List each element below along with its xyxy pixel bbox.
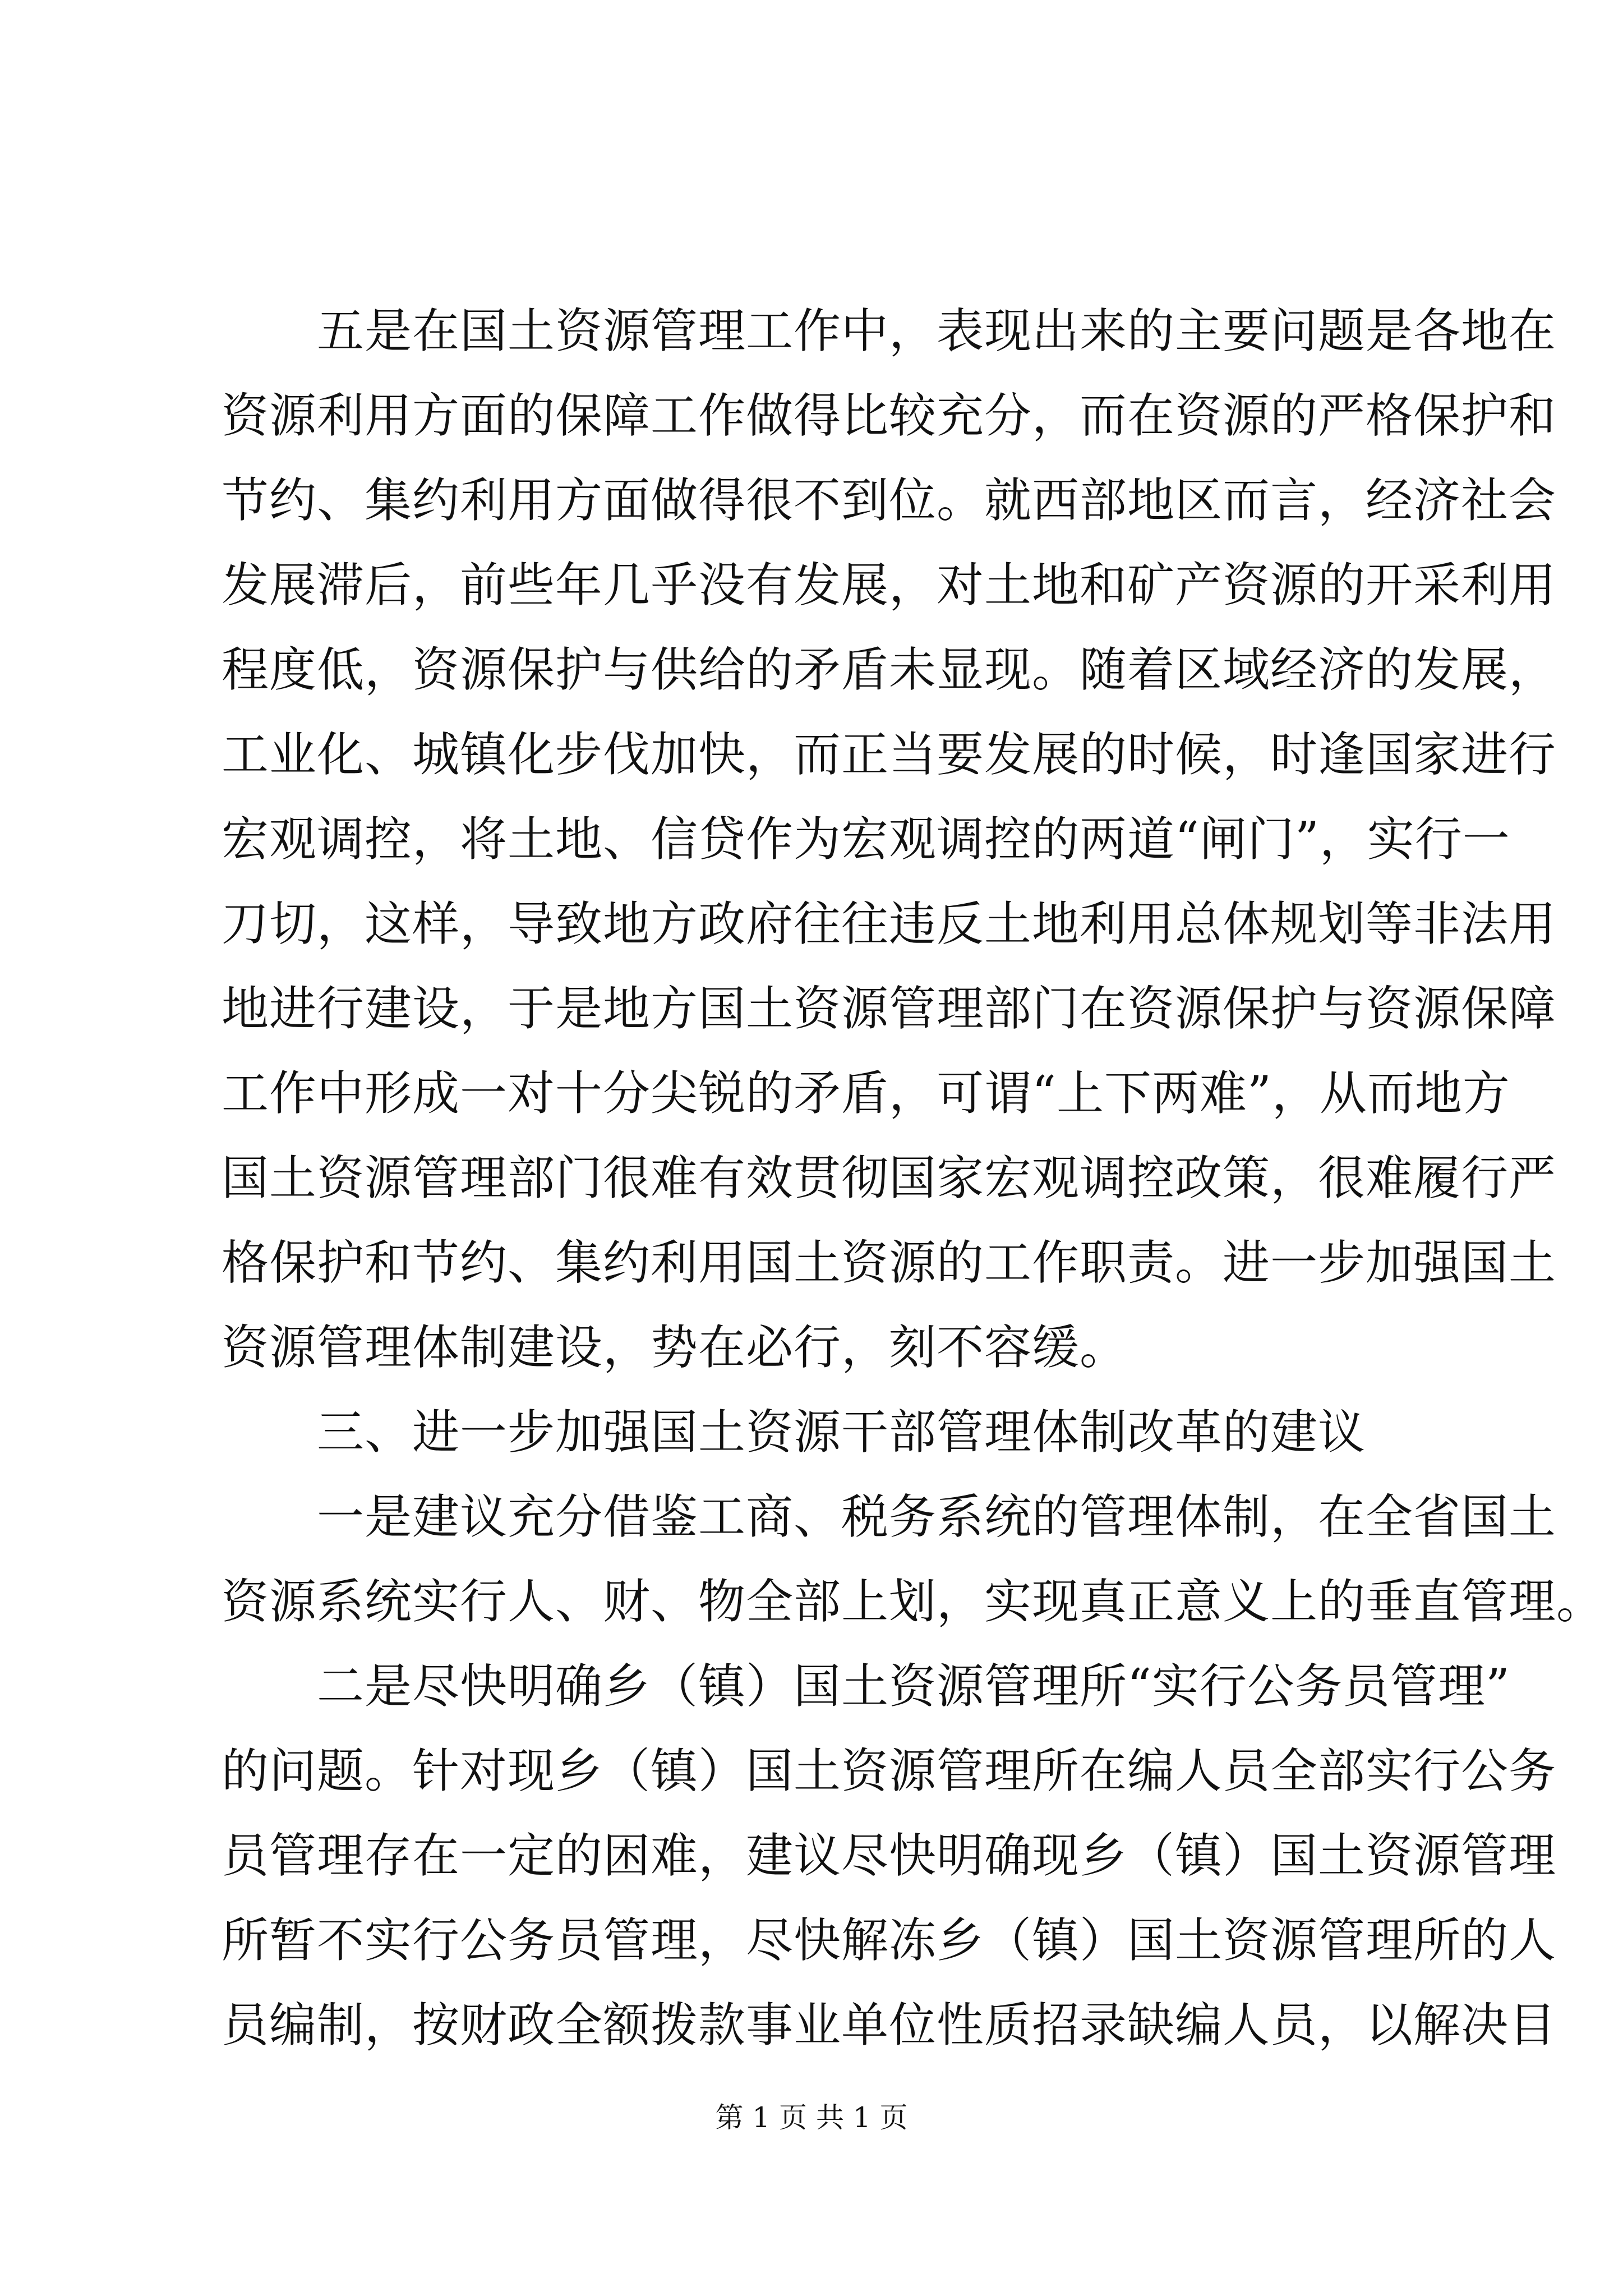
paragraph-line: 一是建议充分借鉴工商、税务系统的管理体制，在全省国土: [317, 1489, 1557, 1544]
page-number-label: 第 1 页 共 1 页: [715, 2101, 908, 2134]
paragraph-line: 工业化、城镇化步伐加快，而正当要发展的时候，时逢国家进行: [222, 727, 1557, 782]
paragraph-line: 地进行建设，于是地方国土资源管理部门在资源保护与资源保障: [222, 981, 1557, 1036]
paragraph-line: 资源系统实行人、财、物全部上划，实现真正意义上的垂直管理。: [222, 1574, 1604, 1629]
paragraph-line: 节约、集约利用方面做得很不到位。就西部地区而言，经济社会: [222, 473, 1557, 528]
paragraph-line: 二是尽快明确乡（镇）国土资源管理所“实行公务员管理”: [317, 1659, 1510, 1714]
paragraph-line: 员编制，按财政全额拨款事业单位性质招录缺编人员，以解决目: [222, 1998, 1557, 2053]
paragraph-line: 程度低，资源保护与供给的矛盾未显现。随着区域经济的发展，: [222, 642, 1557, 697]
paragraph-line: 发展滞后，前些年几乎没有发展，对土地和矿产资源的开采利用: [222, 558, 1557, 613]
paragraph-line: 国土资源管理部门很难有效贯彻国家宏观调控政策，很难履行严: [222, 1151, 1557, 1205]
paragraph-line: 工作中形成一对十分尖锐的矛盾，可谓“上下两难”，从而地方: [222, 1066, 1510, 1121]
paragraph-line: 所暂不实行公务员管理，尽快解冻乡（镇）国土资源管理所的人: [222, 1913, 1557, 1968]
paragraph-line: 员管理存在一定的困难，建议尽快明确现乡（镇）国土资源管理: [222, 1828, 1557, 1883]
body-text: [222, 289, 1604, 2068]
section-heading: 三、进一步加强国土资源干部管理体制改革的建议: [317, 1405, 1366, 1460]
paragraph-line: 五是在国土资源管理工作中，表现出来的主要问题是各地在: [317, 303, 1557, 358]
paragraph-line: 格保护和节约、集约利用国土资源的工作职责。进一步加强国土: [222, 1235, 1557, 1290]
paragraph-line: 刀切，这样，导致地方政府往往违反土地利用总体规划等非法用: [222, 896, 1557, 951]
paragraph-line: 宏观调控，将土地、信贷作为宏观调控的两道“闸门”，实行一: [222, 812, 1510, 867]
paragraph-line: 资源管理体制建设，势在必行，刻不容缓。: [222, 1320, 1128, 1375]
page-footer: [0, 2101, 1623, 2134]
paragraph-line: 资源利用方面的保障工作做得比较充分，而在资源的严格保护和: [222, 388, 1557, 443]
paragraph-line: 的问题。针对现乡（镇）国土资源管理所在编人员全部实行公务: [222, 1743, 1557, 1798]
